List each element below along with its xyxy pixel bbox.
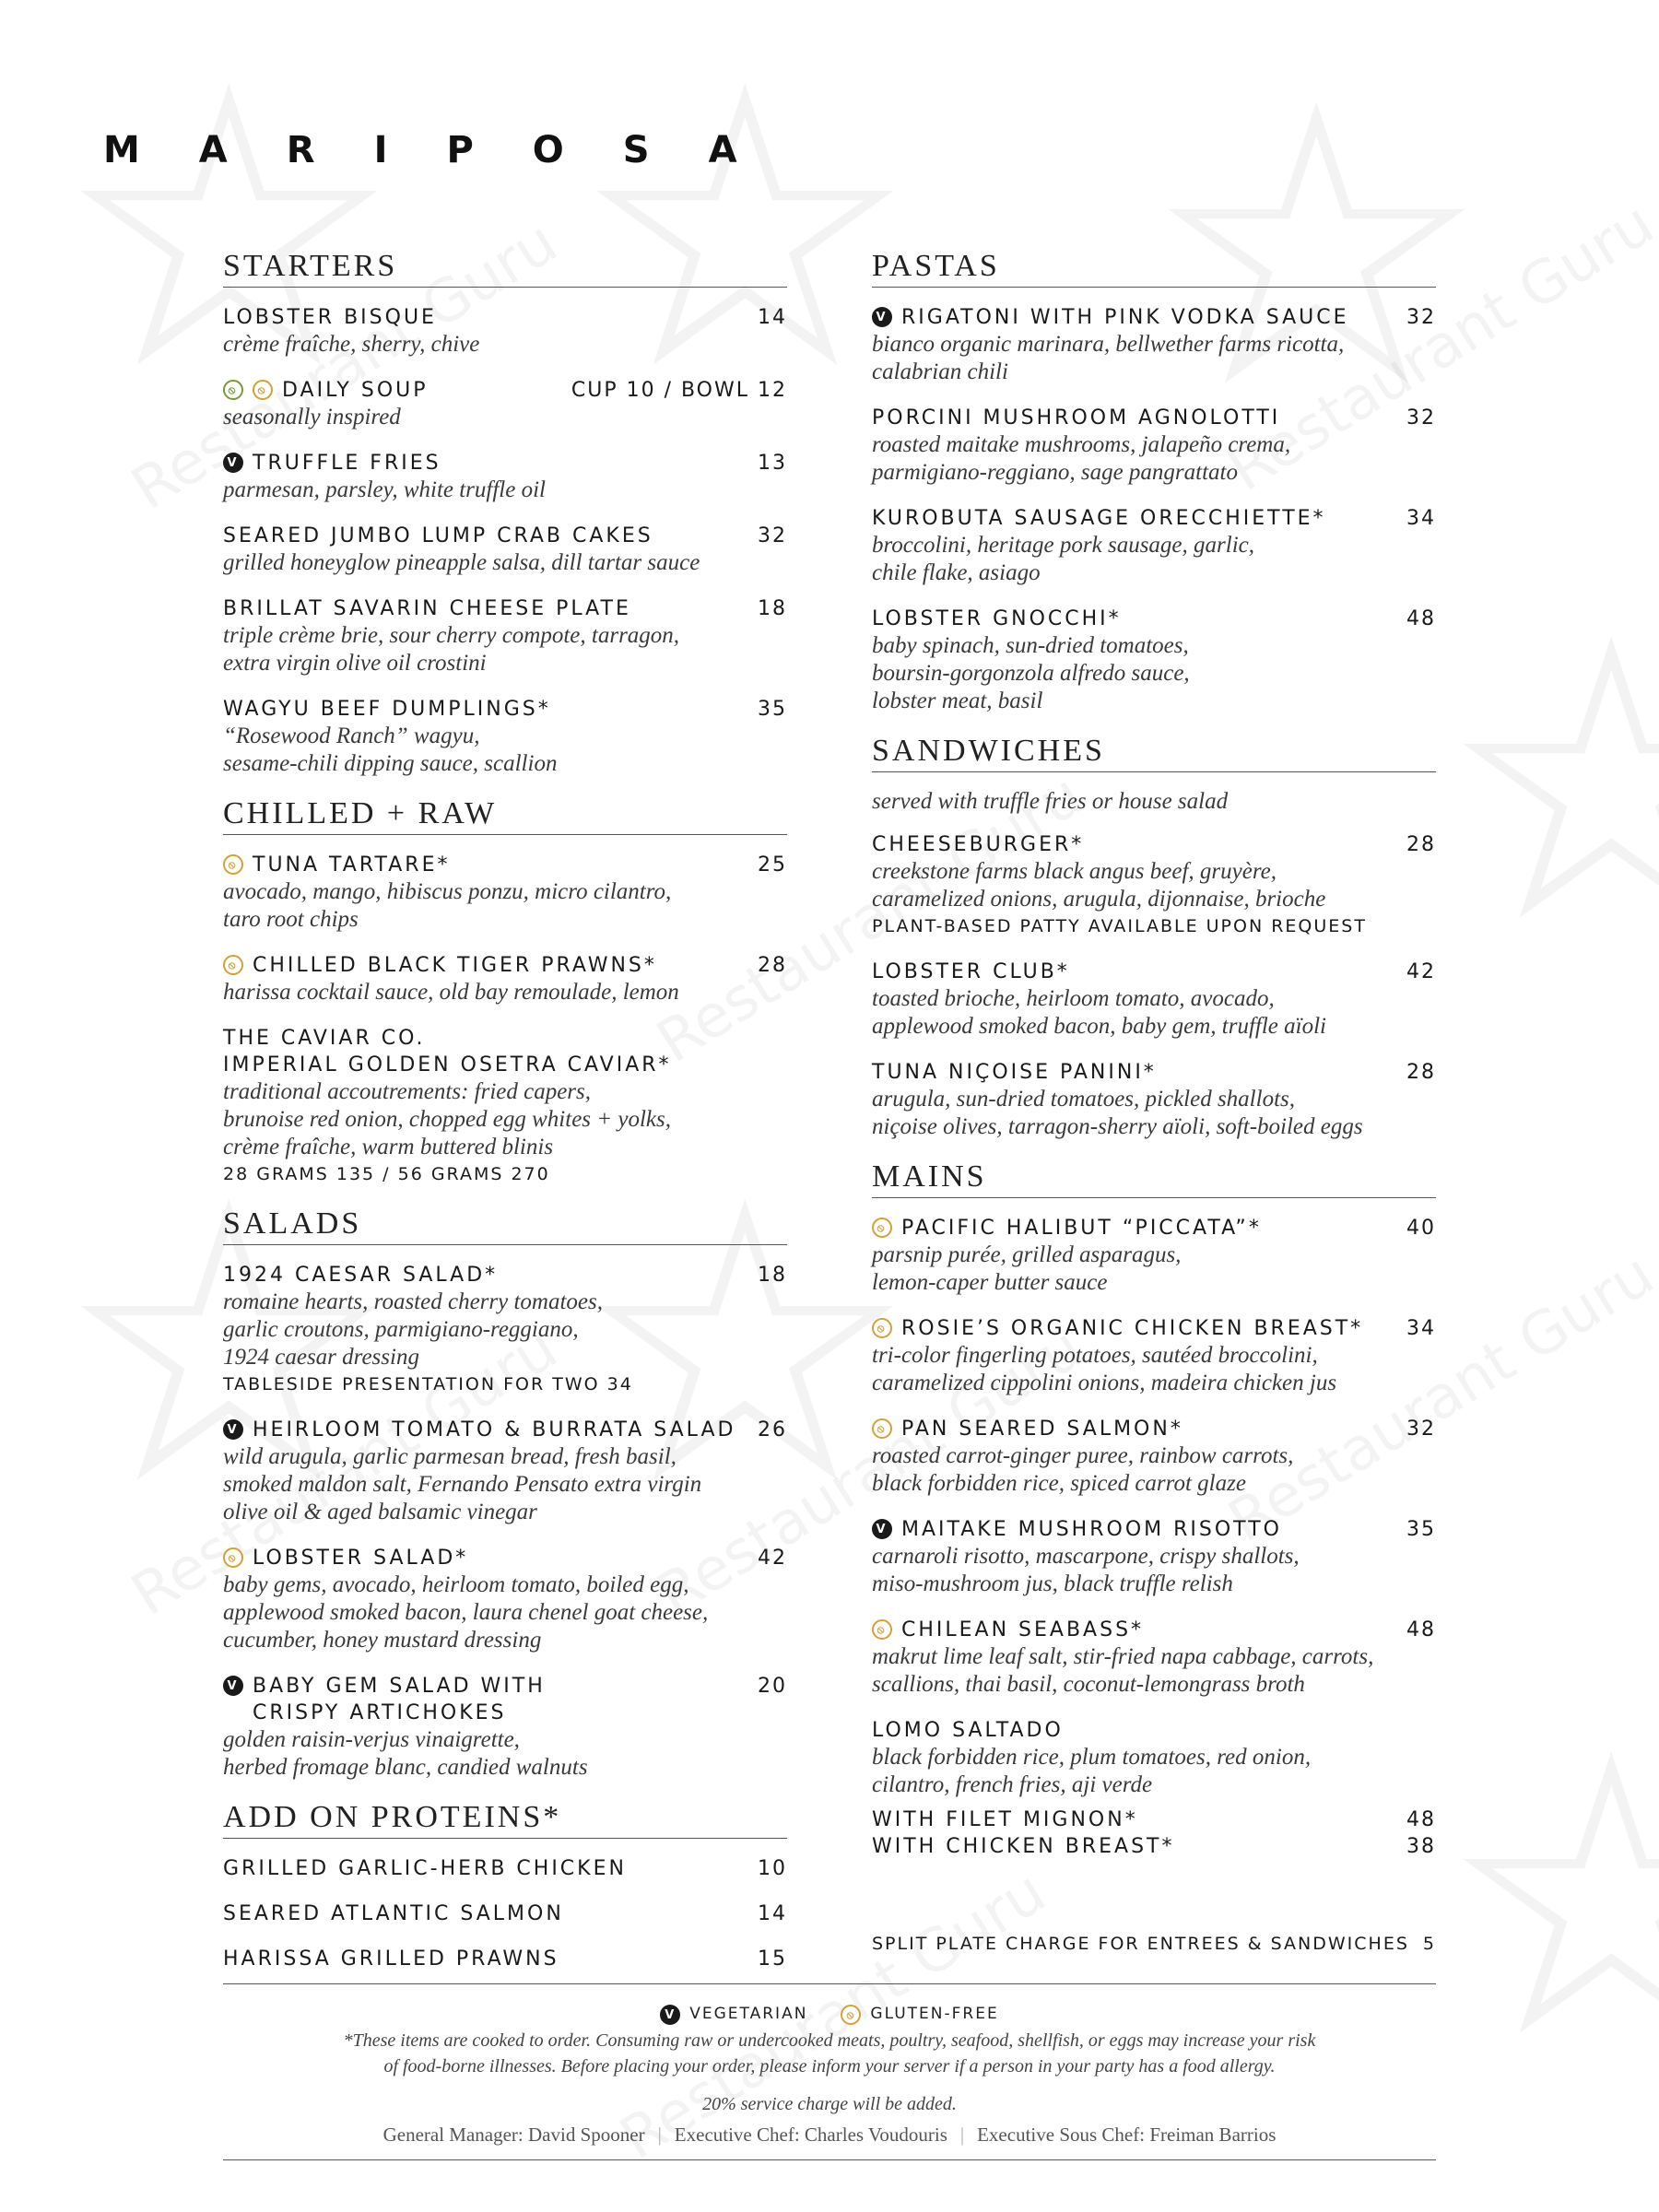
menu-item-description: avocado, mango, hibiscus ponzu, micro cilantro, taro root chips (223, 879, 672, 932)
menu-item-name (223, 1417, 747, 1443)
menu-item-name (223, 1946, 747, 1972)
menu-item-name (223, 595, 747, 622)
menu-item-price: 42 (1406, 960, 1436, 983)
menu-section (872, 1159, 1436, 1860)
menu-item-name (223, 952, 747, 979)
menu-item-header (872, 831, 1436, 858)
menu-item-price: 14 (758, 306, 787, 329)
menu-item-name (872, 1617, 1395, 1643)
menu-item-description: triple crème brie, sour cherry compote, tarragon, extra virgin olive oil crostini (223, 623, 680, 676)
menu-item (872, 959, 1436, 1041)
gluten-free-icon: ⦸ (223, 1547, 243, 1568)
menu-item-description: broccolini, heritage pork sausage, garlic, chile flake, asiago (872, 533, 1254, 585)
menu-item-name (223, 1900, 747, 1927)
gluten-free-icon: ⦸ (841, 2005, 861, 2025)
menu-item-price: 28 (1406, 833, 1436, 856)
menu-item-price: 35 (758, 698, 787, 721)
menu-item (223, 1673, 787, 1782)
menu-item-name-text: PORCINI MUSHROOM AGNOLOTTI (872, 406, 1281, 429)
menu-item-header (872, 1516, 1436, 1543)
menu-item-name (223, 377, 560, 404)
staff-executive-sous-chef: Executive Sous Chef: Freiman Barrios (977, 2124, 1277, 2146)
menu-item-name-text: HARISSA GRILLED PRAWNS (223, 1947, 559, 1971)
menu-item-header (223, 377, 787, 404)
menu-item-name (872, 1416, 1395, 1442)
menu-item-name-text: TUNA NIÇOISE PANINI* (872, 1061, 1157, 1084)
menu-left-column (223, 249, 787, 1991)
menu-item-price: 18 (758, 1264, 787, 1287)
staff-general-manager: General Manager: David Spooner (382, 2124, 645, 2146)
menu-item-price: 28 (1406, 1061, 1436, 1084)
section-heading: STARTERS (223, 249, 787, 288)
menu-item-price: 26 (758, 1418, 787, 1441)
menu-item-price: 13 (758, 452, 787, 475)
menu-item-header (872, 505, 1436, 532)
menu-item-description: toasted brioche, heirloom tomato, avocado, applewood smoked bacon, baby gem, truffle aïoli (872, 986, 1326, 1039)
menu-item-name-text: LOMO SALTADO (872, 1719, 1064, 1742)
menu-item-description: baby spinach, sun-dried tomatoes, boursin-gorgonzola alfredo sauce, lobster meat, basil (872, 633, 1190, 713)
staff-executive-chef: Executive Chef: Charles Voudouris (674, 2124, 947, 2146)
watermark-star-icon (1438, 590, 1659, 977)
menu-item-header (223, 1262, 787, 1288)
gluten-free-icon: ⦸ (872, 1318, 892, 1338)
legend-vegetarian (660, 2002, 807, 2025)
menu-item-header (223, 696, 787, 723)
menu-item-description: tri-color fingerling potatoes, sautéed broccolini, caramelized cippolini onions, madeira chicken jus (872, 1343, 1337, 1395)
menu-item-header (223, 450, 787, 477)
menu-subitem-price: 48 (1406, 1808, 1436, 1831)
menu-item-price: 28 (758, 954, 787, 977)
section-heading: PASTAS (872, 249, 1436, 288)
menu-item-header (872, 1315, 1436, 1342)
gluten-free-icon: ⦸ (872, 1619, 892, 1640)
menu-item-name (872, 405, 1395, 431)
menu-item-name (872, 1717, 1425, 1744)
menu-item-name-text: TRUFFLE FRIES (253, 452, 441, 475)
menu-item-name (223, 696, 747, 723)
menu-item-price: 40 (1406, 1217, 1436, 1240)
menu-right-column (872, 249, 1436, 1878)
menu-item-price: 34 (1406, 1317, 1436, 1340)
menu-item (223, 1855, 787, 1882)
menu-item-price: 18 (758, 597, 787, 620)
menu-section (872, 734, 1436, 1141)
menu-item-name (223, 1262, 747, 1288)
menu-item-description: parmesan, parsley, white truffle oil (223, 477, 546, 502)
menu-item-description: baby gems, avocado, heirloom tomato, boiled egg, applewood smoked bacon, laura chenel goat cheese, cucumber, honey mustard dressing (223, 1572, 709, 1653)
menu-item (223, 450, 787, 504)
menu-item-price: 42 (758, 1547, 787, 1570)
menu-item-name (872, 1315, 1395, 1342)
menu-item-name-text: 1924 CAESAR SALAD* (223, 1264, 499, 1287)
menu-item-name-text: PAN SEARED SALMON* (901, 1418, 1183, 1441)
menu-item-name-text: CHILLED BLACK TIGER PRAWNS* (253, 954, 657, 977)
menu-item-name (872, 959, 1395, 985)
section-heading: SANDWICHES (872, 734, 1436, 772)
menu-item (872, 1215, 1436, 1297)
menu-item-note: TABLESIDE PRESENTATION FOR TWO 34 (223, 1374, 633, 1394)
menu-item-name-text: CHILEAN SEABASS* (901, 1618, 1145, 1641)
menu-item-name-text: DAILY SOUP (282, 379, 429, 402)
section-heading: SALADS (223, 1206, 787, 1245)
legend-vegetarian-label: VEGETARIAN (689, 2004, 808, 2023)
menu-item-header (223, 1900, 787, 1927)
menu-item-header (872, 1717, 1436, 1744)
menu-item-header (223, 595, 787, 622)
menu-item-header (872, 1215, 1436, 1241)
menu-item-price: CUP 10 / BOWL 12 (571, 379, 787, 402)
menu-item-description: roasted carrot-ginger puree, rainbow carrots, black forbidden rice, spiced carrot glaze (872, 1443, 1294, 1496)
menu-item (872, 1059, 1436, 1141)
menu-item-header (223, 952, 787, 979)
menu-item-name-text: LOBSTER CLUB* (872, 960, 1070, 983)
menu-item (223, 1417, 787, 1526)
menu-item (872, 1516, 1436, 1598)
menu-item-header (872, 1617, 1436, 1643)
section-heading: ADD ON PROTEINS* (223, 1800, 787, 1839)
menu-item-name-text: WAGYU BEEF DUMPLINGS* (223, 698, 551, 721)
legend-gluten-free-label: GLUTEN-FREE (870, 2004, 999, 2023)
dietary-legend (0, 2002, 1659, 2025)
footer-divider (223, 1983, 1436, 1984)
menu-item (872, 606, 1436, 715)
staff-credits (223, 2124, 1436, 2147)
menu-item-description: carnaroli risotto, mascarpone, crispy shallots, miso-mushroom jus, black truffle relish (872, 1544, 1300, 1596)
menu-item-header (223, 1946, 787, 1972)
menu-item-name (872, 304, 1395, 331)
menu-item-name-text: RIGATONI WITH PINK VODKA SAUCE (901, 306, 1349, 329)
footer-bottom-divider (223, 2159, 1436, 2160)
menu-item-name-text: SEARED ATLANTIC SALMON (223, 1902, 564, 1925)
menu-item (223, 852, 787, 934)
menu-item-description: grilled honeyglow pineapple salsa, dill tartar sauce (223, 550, 700, 575)
menu-item-header (223, 1855, 787, 1882)
menu-item (872, 1717, 1436, 1860)
menu-subitem (872, 1806, 1436, 1833)
menu-item-name (223, 1855, 747, 1882)
menu-item-name (223, 523, 747, 549)
menu-item (223, 523, 787, 577)
menu-item (223, 1262, 787, 1398)
menu-item-name-text: LOBSTER BISQUE (223, 306, 437, 329)
menu-item-price: 25 (758, 853, 787, 877)
menu-item-name (872, 1059, 1395, 1086)
menu-item (223, 952, 787, 1006)
menu-item-note: 28 GRAMS 135 / 56 GRAMS 270 (223, 1164, 550, 1184)
menu-item-description: makrut lime leaf salt, stir-fried napa cabbage, carrots, scallions, thai basil, coconut-lemongrass broth (872, 1644, 1374, 1697)
menu-item-name (872, 1516, 1395, 1543)
menu-item-name (223, 1673, 747, 1726)
menu-item-price: 14 (758, 1902, 787, 1925)
menu-section (223, 249, 787, 778)
menu-item-name-text: GRILLED GARLIC-HERB CHICKEN (223, 1857, 627, 1880)
menu-item-name-text: SEARED JUMBO LUMP CRAB CAKES (223, 524, 653, 547)
menu-item-header (223, 1673, 787, 1726)
menu-item-price: 35 (1406, 1518, 1436, 1541)
menu-item-header (872, 959, 1436, 985)
menu-item-price: 34 (1406, 507, 1436, 530)
menu-item (223, 377, 787, 431)
menu-item-note: PLANT-BASED PATTY AVAILABLE UPON REQUEST (872, 916, 1367, 936)
split-plate-charge (872, 1934, 1436, 1954)
menu-item-header (872, 1416, 1436, 1442)
menu-subitem-price: 38 (1406, 1835, 1436, 1858)
v-badge-icon: V (223, 1676, 243, 1696)
menu-item-header (872, 1059, 1436, 1086)
menu-item-name-text: MAITAKE MUSHROOM RISOTTO (901, 1518, 1282, 1541)
menu-item-name-text: PACIFIC HALIBUT “PICCATA”* (901, 1217, 1262, 1240)
menu-item (223, 304, 787, 359)
menu-item-name (223, 304, 747, 331)
gluten-free-icon: ⦸ (872, 1418, 892, 1439)
menu-item-header (872, 606, 1436, 632)
menu-item-description: harissa cocktail sauce, old bay remoulade, lemon (223, 980, 679, 1005)
staff-separator: | (959, 2124, 965, 2146)
menu-item-name-text: ROSIE’S ORGANIC CHICKEN BREAST* (901, 1317, 1364, 1340)
menu-section (223, 1206, 787, 1782)
menu-item-header (223, 1417, 787, 1443)
menu-item-name (872, 606, 1395, 632)
menu-item-description: “Rosewood Ranch” wagyu, sesame-chili dipping sauce, scallion (223, 724, 558, 776)
menu-item-name-text: THE CAVIAR CO. IMPERIAL GOLDEN OSETRA CAVIAR* (223, 1027, 672, 1077)
menu-item (872, 1617, 1436, 1699)
menu-subitem-name: WITH FILET MIGNON* (872, 1808, 1138, 1831)
menu-subitem (872, 1833, 1436, 1860)
menu-item-description: creekstone farms black angus beef, gruyère, caramelized onions, arugula, dijonnaise, brioche (872, 859, 1326, 912)
menu-item-description: arugula, sun-dried tomatoes, pickled shallots, niçoise olives, tarragon-sherry aïoli, soft-boiled eggs (872, 1087, 1363, 1139)
menu-item-name (223, 1025, 776, 1078)
food-safety-disclaimer: *These items are cooked to order. Consuming raw or undercooked meats, poultry, seafood, shellfish, or eggs may increase your risk of food-borne illnesses. Before placing your order, please inform your server if a person in your party has a food allergy. (343, 2030, 1316, 2077)
menu-item (223, 1900, 787, 1927)
menu-item-description: golden raisin-verjus vinaigrette, herbed fromage blanc, candied walnuts (223, 1727, 588, 1780)
service-charge-note: 20% service charge will be added. (702, 2094, 957, 2114)
legend-gluten-free (841, 2002, 998, 2025)
menu-item-price: 10 (758, 1857, 787, 1880)
menu-item-price: 32 (1406, 1418, 1436, 1441)
gluten-free-icon: ⦸ (253, 380, 273, 400)
menu-item-header (223, 1545, 787, 1571)
menu-item (223, 1946, 787, 1972)
restaurant-logo: MARIPOSA (103, 129, 796, 171)
menu-item-name-text: KUROBUTA SAUSAGE ORECCHIETTE* (872, 507, 1326, 530)
menu-item-name (223, 1545, 747, 1571)
split-plate-price: 5 (1422, 1934, 1436, 1954)
menu-item-name-text: LOBSTER SALAD* (253, 1547, 469, 1570)
menu-item-price: 32 (1406, 406, 1436, 429)
menu-item-name (872, 505, 1395, 532)
menu-item-description: wild arugula, garlic parmesan bread, fresh basil, smoked maldon salt, Fernando Pensato extra virgin olive oil & aged balsamic vinegar (223, 1444, 702, 1524)
menu-item (223, 1025, 787, 1188)
gluten-free-icon: ⦸ (872, 1218, 892, 1238)
menu-item (223, 595, 787, 677)
gluten-free-icon: ⦸ (223, 955, 243, 975)
menu-section (223, 1800, 787, 1972)
menu-item-price: 20 (758, 1675, 787, 1698)
menu-item-description: traditional accoutrements: fried capers, brunoise red onion, chopped egg whites + yolks, crème fraîche, warm buttered blinis (223, 1079, 672, 1159)
menu-item-price: 48 (1406, 1618, 1436, 1641)
menu-item-name (223, 450, 747, 477)
menu-item-description: black forbidden rice, plum tomatoes, red onion, cilantro, french fries, aji verde (872, 1745, 1312, 1797)
section-intro: served with truffle fries or house salad (872, 789, 1229, 814)
section-heading: CHILLED + RAW (223, 796, 787, 835)
split-plate-label: SPLIT PLATE CHARGE FOR ENTREES & SANDWICHES (872, 1934, 1409, 1954)
menu-item-header (872, 405, 1436, 431)
v-badge-icon: V (872, 307, 892, 327)
gluten-free-icon: ⦸ (223, 854, 243, 875)
menu-item-price: 32 (758, 524, 787, 547)
menu-item-header (223, 523, 787, 549)
menu-item (223, 696, 787, 778)
menu-subitem-name: WITH CHICKEN BREAST* (872, 1835, 1175, 1858)
menu-item-name-text: LOBSTER GNOCCHI* (872, 607, 1122, 630)
menu-item-price: 32 (1406, 306, 1436, 329)
menu-item (872, 1315, 1436, 1397)
menu-item-price: 15 (758, 1947, 787, 1971)
section-heading: MAINS (872, 1159, 1436, 1198)
menu-item (872, 405, 1436, 487)
menu-item-name-text: CHEESEBURGER* (872, 833, 1085, 856)
menu-item-name-text: HEIRLOOM TOMATO & BURRATA SALAD (253, 1418, 736, 1441)
menu-item-name (872, 1215, 1395, 1241)
menu-item-header (223, 1025, 787, 1078)
menu-item (872, 1416, 1436, 1498)
menu-section (223, 796, 787, 1188)
v-badge-icon: V (872, 1519, 892, 1539)
menu-item (872, 304, 1436, 386)
menu-item-price: 48 (1406, 607, 1436, 630)
menu-item-description: roasted maitake mushrooms, jalapeño crema, parmigiano-reggiano, sage pangrattato (872, 432, 1291, 485)
watermark-star-icon (1438, 1705, 1659, 2092)
staff-separator: | (657, 2124, 662, 2146)
menu-section (872, 249, 1436, 715)
menu-item-name-text: BRILLAT SAVARIN CHEESE PLATE (223, 597, 631, 620)
v-badge-icon: V (223, 1419, 243, 1440)
menu-item-name-text: TUNA TARTARE* (253, 853, 451, 877)
v-badge-icon: V (660, 2005, 680, 2025)
menu-item-header (223, 852, 787, 878)
menu-item-name (223, 852, 747, 878)
menu-item (872, 505, 1436, 587)
menu-item-description: seasonally inspired (223, 405, 401, 429)
menu-item-name (872, 831, 1395, 858)
menu-item (223, 1545, 787, 1654)
gluten-free-icon: ⦸ (223, 380, 243, 400)
menu-item (872, 831, 1436, 940)
menu-item-description: crème fraîche, sherry, chive (223, 332, 480, 357)
v-badge-icon: V (223, 453, 243, 473)
menu-item-name-text: BABY GEM SALAD WITH CRISPY ARTICHOKES (253, 1675, 546, 1724)
menu-item-description: parsnip purée, grilled asparagus, lemon-caper butter sauce (872, 1242, 1182, 1295)
menu-item-header (872, 304, 1436, 331)
menu-item-description: romaine hearts, roasted cherry tomatoes, garlic croutons, parmigiano-reggiano, 1924 caesar dressing (223, 1289, 603, 1370)
menu-item-header (223, 304, 787, 331)
menu-item-description: bianco organic marinara, bellwether farms ricotta, calabrian chili (872, 332, 1345, 384)
